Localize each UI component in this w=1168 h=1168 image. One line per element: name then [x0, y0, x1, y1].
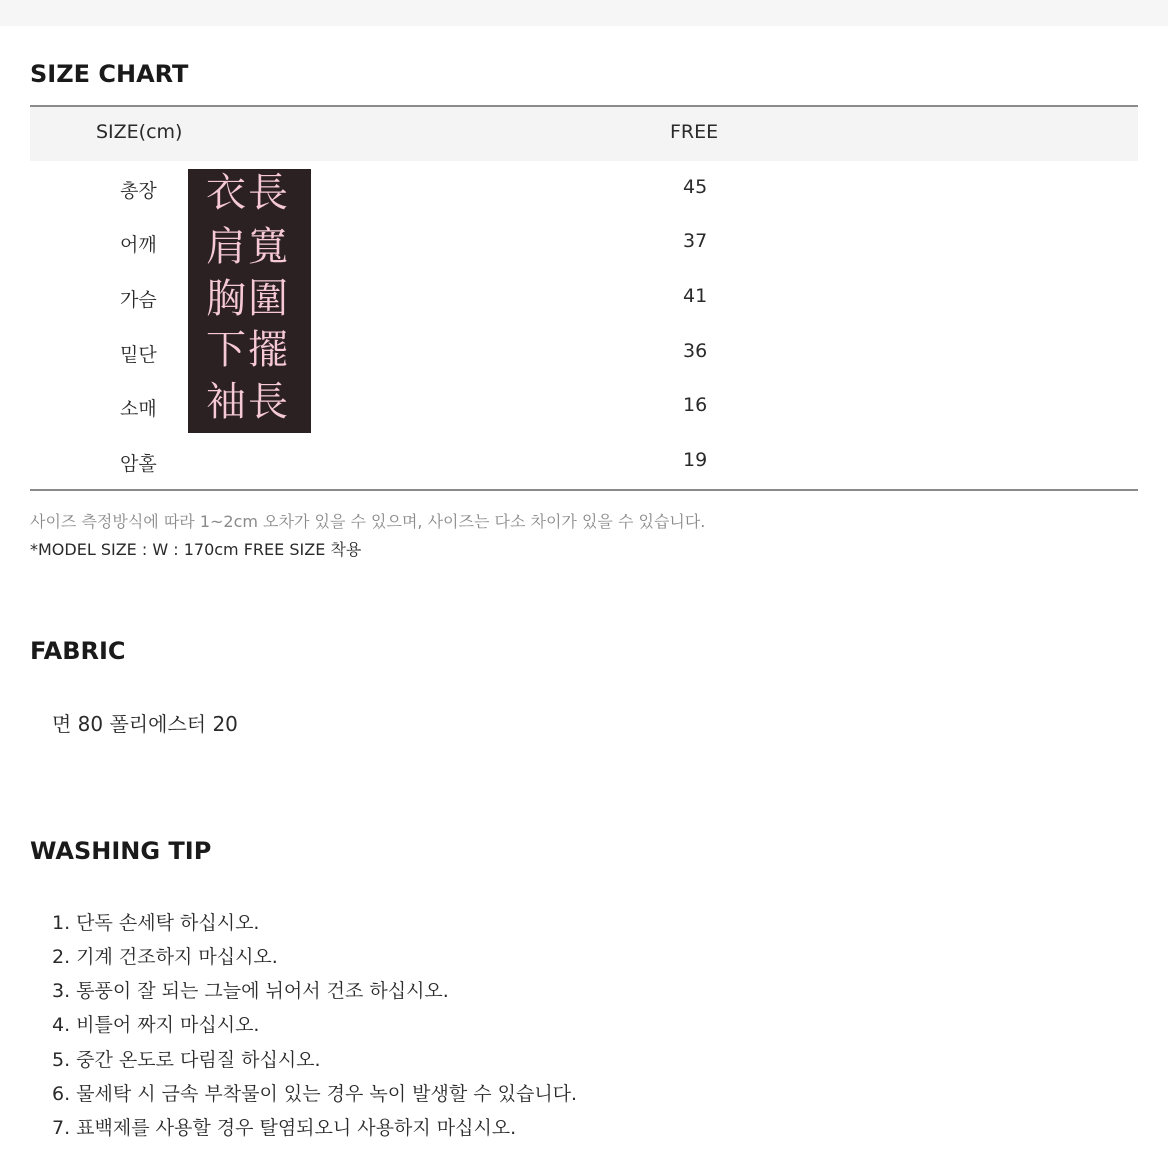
top-bar [0, 0, 1168, 26]
table-row [30, 434, 1138, 488]
chinese-label-overlay [188, 169, 311, 433]
washing-tip-item: 1. 단독 손세탁 하십시오. [52, 912, 260, 934]
overlay-label: 袖長 [206, 379, 290, 425]
size-table-header [30, 107, 1138, 161]
washing-tip-title: WASHING TIP [30, 837, 212, 865]
overlay-label: 胸圍 [206, 276, 290, 322]
row-value: 16 [683, 394, 708, 416]
washing-tip-item: 7. 표백제를 사용할 경우 탈염되오니 사용하지 마십시오. [52, 1117, 517, 1139]
row-label: 총장 [120, 180, 157, 202]
row-label: 어깨 [120, 234, 157, 256]
row-value: 36 [683, 340, 708, 362]
row-label: 가슴 [120, 289, 157, 311]
row-label: 소매 [120, 398, 157, 420]
fabric-composition: 면 80 폴리에스터 20 [52, 712, 238, 736]
header-free-label: FREE [670, 121, 719, 143]
table-bottom-rule [30, 489, 1138, 491]
washing-tip-item: 6. 물세탁 시 금속 부착물이 있는 경우 녹이 발생할 수 있습니다. [52, 1083, 578, 1105]
overlay-label: 衣長 [206, 170, 290, 216]
size-note: 사이즈 측정방식에 따라 1~2cm 오차가 있을 수 있으며, 사이즈는 다소 차이가 있을 수 있습니다. [30, 512, 706, 531]
washing-tip-item: 2. 기계 건조하지 마십시오. [52, 946, 278, 968]
row-value: 37 [683, 230, 708, 252]
fabric-title: FABRIC [30, 637, 126, 665]
washing-tip-item: 3. 통풍이 잘 되는 그늘에 뉘어서 건조 하십시오. [52, 980, 449, 1002]
size-chart-title: SIZE CHART [30, 60, 189, 88]
row-value: 41 [683, 285, 708, 307]
header-size-label: SIZE(cm) [96, 121, 183, 143]
overlay-label: 肩寬 [206, 224, 290, 270]
washing-tip-item: 5. 중간 온도로 다림질 하십시오. [52, 1049, 321, 1071]
washing-tip-item: 4. 비틀어 짜지 마십시오. [52, 1014, 260, 1036]
row-label: 암홀 [120, 453, 157, 475]
overlay-label: 下擺 [206, 327, 290, 373]
row-value: 19 [683, 449, 708, 471]
row-label: 밑단 [120, 344, 157, 366]
model-size-note: *MODEL SIZE : W : 170cm FREE SIZE 착용 [30, 540, 362, 559]
row-value: 45 [683, 176, 708, 198]
